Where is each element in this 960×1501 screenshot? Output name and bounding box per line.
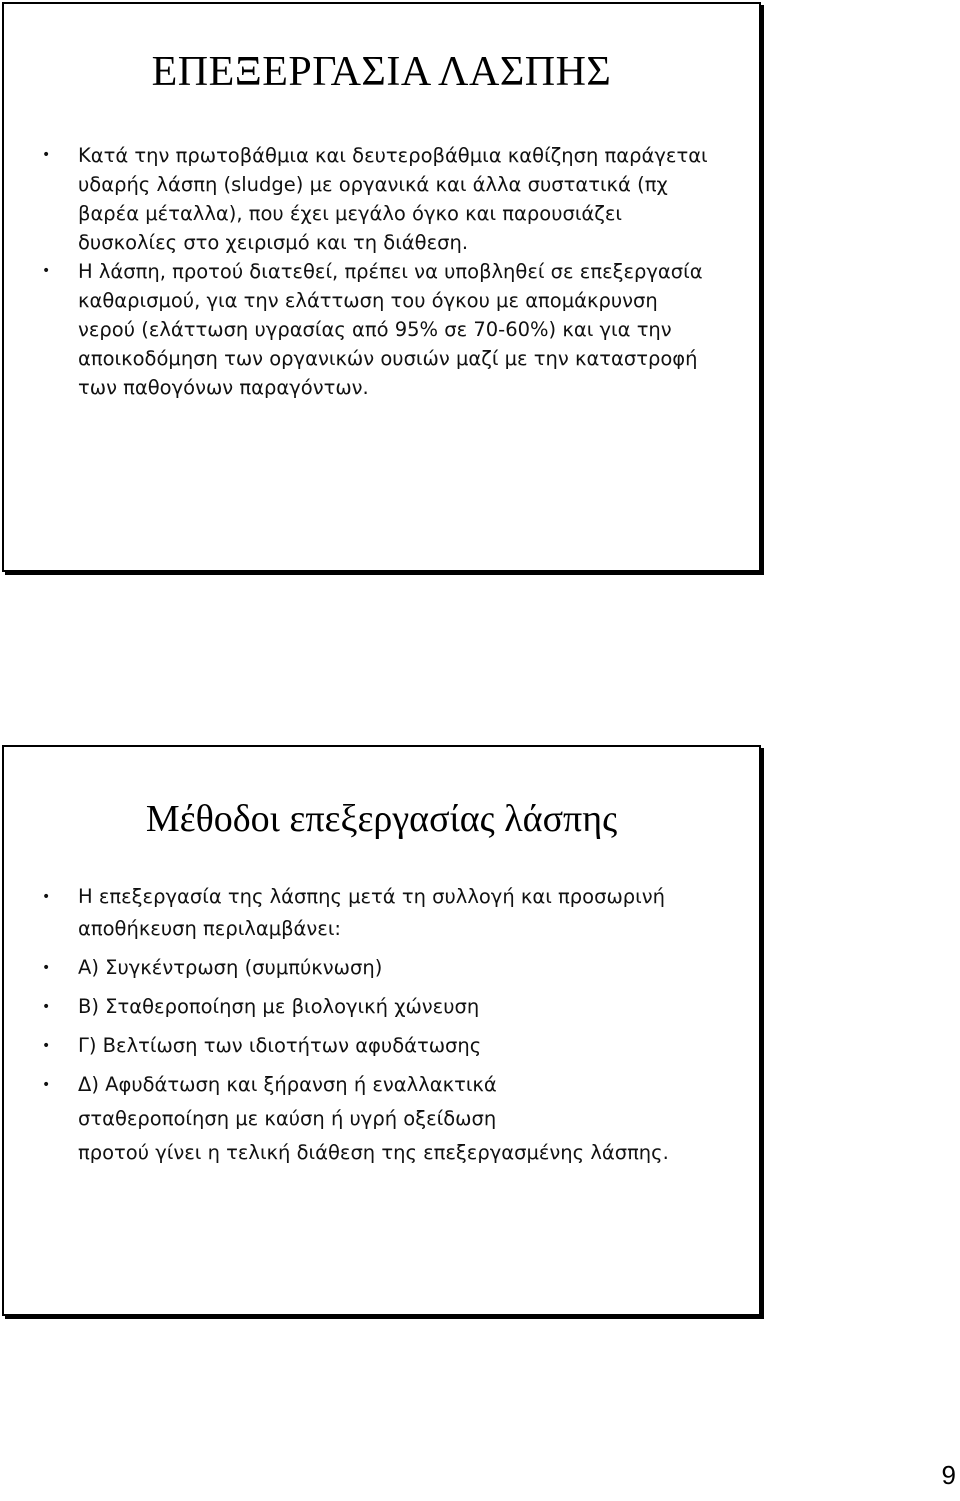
bullet-icon: • xyxy=(42,889,51,905)
slide-1-body xyxy=(42,141,719,402)
slide-1 xyxy=(2,2,761,572)
bullet-icon: • xyxy=(42,1038,51,1054)
bullet-item xyxy=(42,952,719,984)
continuation-line: σταθεροποίηση με καύση ή υγρή οξείδωση xyxy=(78,1107,497,1130)
bullet-text: Γ) Βελτίωση των ιδιοτήτων αφυδάτωσης xyxy=(78,1034,482,1057)
bullet-item xyxy=(42,141,719,257)
bullet-text: Η λάσπη, προτού διατεθεί, πρέπει να υποβληθεί σε επεξεργασία καθαρισμού, για την ελάττωση του όγκου με απομάκρυνση νερού (ελάττωση υγρασίας από 95% σε 70-60%) και για την αποικοδόμηση των οργανικών ουσιών μαζί με την καταστροφή των παθογόνων παραγόντων. xyxy=(78,260,703,399)
bullet-item xyxy=(42,991,719,1023)
bullet-icon: • xyxy=(42,263,51,279)
slide-1-title: ΕΠΕΞΕΡΓΑΣΙΑ ΛΑΣΠΗΣ xyxy=(151,49,612,95)
bullet-item xyxy=(42,257,719,402)
bullet-icon: • xyxy=(42,960,51,976)
bullet-text: Κατά την πρωτοβάθμια και δευτεροβάθμια καθίζηση παράγεται υδαρής λάσπη (sludge) με οργανικά και άλλα συστατικά (πχ βαρέα μέταλλα), που έχει μεγάλο όγκο και παρουσιάζει δυσκολίες στο χειρισμό και τη διάθεση. xyxy=(78,144,708,254)
bullet-text: Α) Συγκέντρωση (συμπύκνωση) xyxy=(78,956,383,979)
bullet-item xyxy=(42,1069,719,1101)
slide-2-title: Μέθοδοι επεξεργασίας λάσπης xyxy=(145,798,618,840)
continuation-line: προτού γίνει η τελική διάθεση της επεξεργασμένης λάσπης. xyxy=(78,1141,669,1164)
bullet-text: Β) Σταθεροποίηση με βιολογική χώνευση xyxy=(78,995,480,1018)
bullet-item xyxy=(42,1030,719,1062)
bullet-icon: • xyxy=(42,999,51,1015)
slide-2 xyxy=(2,745,761,1316)
bullet-item xyxy=(42,881,719,945)
bullet-icon: • xyxy=(42,1077,51,1093)
bullet-text: Η επεξεργασία της λάσπης μετά τη συλλογή και προσωρινή αποθήκευση περιλαμβάνει: xyxy=(78,885,666,940)
bullet-text: Δ) Αφυδάτωση και ξήρανση ή εναλλακτικά xyxy=(78,1073,497,1096)
slide-2-body xyxy=(42,881,719,1171)
page-number: 9 xyxy=(941,1460,956,1490)
bullet-icon: • xyxy=(42,147,51,163)
